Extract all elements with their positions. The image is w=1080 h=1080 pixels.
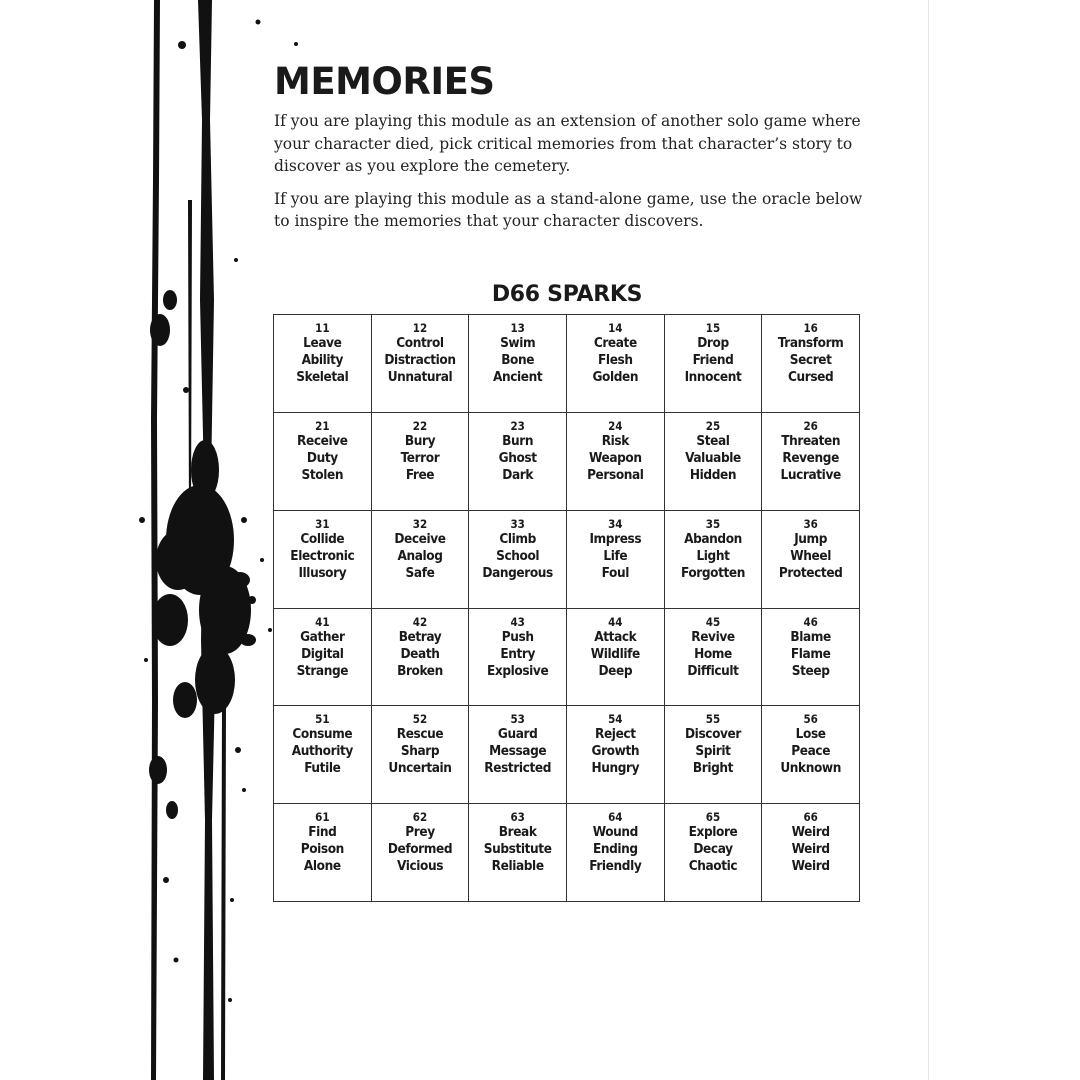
spark-number: 16 <box>803 321 818 335</box>
spark-number: 43 <box>510 614 525 629</box>
page-edge <box>928 0 929 1080</box>
spark-word: Break <box>498 824 537 841</box>
spark-word: Light <box>696 547 730 564</box>
spark-word: Weird <box>791 858 830 875</box>
spark-word: Drop <box>697 335 729 351</box>
spark-word: Guard <box>497 726 538 743</box>
spark-number: 61 <box>315 810 330 825</box>
spark-cell <box>372 315 470 413</box>
spark-word: Strange <box>296 662 349 679</box>
spark-number: 41 <box>315 614 330 629</box>
spark-word: Hungry <box>591 760 640 777</box>
spark-number: 65 <box>705 810 721 825</box>
spark-number: 13 <box>510 321 525 335</box>
spark-number: 53 <box>510 712 525 727</box>
spark-cell <box>274 804 372 902</box>
spark-word: Steal <box>696 432 730 449</box>
spark-cell <box>469 413 567 511</box>
spark-cell <box>762 413 860 511</box>
spark-number: 11 <box>315 321 330 335</box>
spark-word: Wound <box>592 824 638 841</box>
spark-word: Chaotic <box>688 858 738 875</box>
spark-word: Cursed <box>787 369 834 385</box>
spark-word: Steep <box>791 662 830 679</box>
spark-word: School <box>496 547 540 564</box>
spark-cell <box>567 706 665 804</box>
spark-word: Prey <box>405 824 435 841</box>
spark-word: Forgotten <box>680 564 746 581</box>
spark-word: Revenge <box>782 449 839 466</box>
spark-number: 15 <box>705 321 721 335</box>
spark-number: 45 <box>705 614 721 629</box>
spark-word: Jump <box>794 530 828 547</box>
spark-word: Analog <box>397 547 443 564</box>
spark-word: Swim <box>500 335 536 351</box>
spark-cell <box>469 609 567 707</box>
spark-word: Create <box>593 335 637 351</box>
spark-word: Discover <box>685 726 741 743</box>
spark-cell <box>469 804 567 902</box>
spark-word: Weapon <box>588 449 642 466</box>
spark-word: Ability <box>301 352 344 368</box>
spark-cell <box>762 706 860 804</box>
spark-cell <box>762 315 860 413</box>
spark-cell <box>665 511 763 609</box>
spark-cell <box>372 804 470 902</box>
spark-word: Collide <box>300 530 345 547</box>
spark-cell <box>274 511 372 609</box>
spark-word: Death <box>400 645 440 662</box>
spark-word: Difficult <box>687 662 739 679</box>
spark-word: Spirit <box>695 743 731 760</box>
spark-word: Ghost <box>498 449 537 466</box>
spark-number: 52 <box>412 712 428 727</box>
spark-word: Weird <box>791 841 830 858</box>
spark-number: 36 <box>803 516 818 531</box>
spark-word: Impress <box>589 530 642 547</box>
spark-word: Vicious <box>396 858 444 875</box>
spark-cell <box>274 706 372 804</box>
spark-word: Burn <box>502 432 534 449</box>
spark-word: Climb <box>499 530 536 547</box>
spark-word: Distraction <box>384 352 456 368</box>
spark-word: Duty <box>306 449 338 466</box>
spark-word: Blame <box>790 628 831 645</box>
spark-word: Hidden <box>689 466 737 483</box>
spark-word: Digital <box>301 645 344 662</box>
spark-word: Flesh <box>598 352 633 368</box>
spark-word: Deep <box>598 662 633 679</box>
spark-word: Flame <box>790 645 831 662</box>
page-title: MEMORIES <box>274 60 495 103</box>
spark-word: Skeletal <box>296 369 349 385</box>
spark-number: 31 <box>315 516 330 531</box>
spark-number: 62 <box>412 810 428 825</box>
spark-cell <box>372 511 470 609</box>
spark-word: Friend <box>692 352 734 368</box>
spark-cell <box>372 609 470 707</box>
spark-word: Lose <box>795 726 826 743</box>
spark-word: Entry <box>500 645 535 662</box>
spark-number: 14 <box>608 321 623 335</box>
spark-word: Find <box>308 824 337 841</box>
spark-number: 22 <box>412 418 428 433</box>
table-title: D66 SPARKS <box>491 282 643 307</box>
ink-splatter-decoration <box>0 0 300 1080</box>
spark-word: Bury <box>404 432 436 449</box>
spark-number: 42 <box>412 614 428 629</box>
spark-number: 34 <box>608 516 623 531</box>
spark-word: Substitute <box>483 841 552 858</box>
spark-cell <box>274 315 372 413</box>
spark-word: Weird <box>791 824 830 841</box>
spark-cell <box>665 315 763 413</box>
spark-word: Revive <box>691 628 735 645</box>
spark-word: Poison <box>300 841 344 858</box>
spark-word: Electronic <box>290 547 355 564</box>
spark-word: Secret <box>789 352 832 368</box>
spark-number: 25 <box>705 418 721 433</box>
spark-cell <box>469 315 567 413</box>
spark-number: 32 <box>412 516 428 531</box>
spark-word: Valuable <box>685 449 741 466</box>
spark-word: Decay <box>693 841 733 858</box>
spark-word: Home <box>694 645 732 662</box>
spark-word: Ancient <box>493 369 543 385</box>
spark-number: 56 <box>803 712 818 727</box>
spark-cell <box>665 609 763 707</box>
spark-cell <box>762 511 860 609</box>
spark-word: Transform <box>777 335 844 351</box>
spark-word: Abandon <box>684 530 742 547</box>
spark-word: Personal <box>587 466 644 483</box>
spark-word: Explore <box>688 824 738 841</box>
spark-word: Wheel <box>790 547 831 564</box>
spark-word: Authority <box>291 743 353 760</box>
spark-word: Rescue <box>396 726 444 743</box>
spark-word: Bright <box>692 760 734 777</box>
spark-word: Innocent <box>684 369 742 385</box>
spark-cell <box>665 706 763 804</box>
spark-word: Control <box>396 335 444 351</box>
spark-cell <box>567 413 665 511</box>
memories-section <box>274 60 874 233</box>
spark-word: Wildlife <box>590 645 640 662</box>
spark-word: Alone <box>303 858 341 875</box>
spark-word: Receive <box>297 432 348 449</box>
spark-word: Sharp <box>400 743 440 760</box>
spark-word: Dark <box>502 466 534 483</box>
spark-number: 51 <box>315 712 330 727</box>
spark-number: 12 <box>412 321 428 335</box>
spark-word: Restricted <box>484 760 552 777</box>
spark-word: Life <box>603 547 628 564</box>
spark-word: Golden <box>592 369 639 385</box>
spark-cell <box>762 804 860 902</box>
spark-word: Gather <box>300 628 345 645</box>
spark-word: Threaten <box>781 432 841 449</box>
spark-number: 66 <box>803 810 818 825</box>
spark-number: 33 <box>510 516 525 531</box>
spark-word: Deformed <box>387 841 453 858</box>
spark-word: Leave <box>303 335 342 351</box>
spark-number: 64 <box>608 810 623 825</box>
spark-number: 26 <box>803 418 818 433</box>
spark-cell <box>274 413 372 511</box>
spark-word: Lucrative <box>780 466 841 483</box>
spark-word: Risk <box>601 432 629 449</box>
spark-word: Unknown <box>780 760 841 777</box>
spark-cell <box>274 609 372 707</box>
spark-word: Dangerous <box>482 564 553 581</box>
spark-cell <box>567 609 665 707</box>
spark-word: Free <box>405 466 435 483</box>
spark-number: 35 <box>705 516 721 531</box>
spark-number: 21 <box>315 418 330 433</box>
spark-word: Consume <box>292 726 353 743</box>
spark-word: Uncertain <box>388 760 452 777</box>
spark-word: Growth <box>591 743 640 760</box>
spark-number: 46 <box>803 614 818 629</box>
spark-word: Peace <box>791 743 831 760</box>
spark-word: Attack <box>594 628 637 645</box>
spark-cell <box>567 511 665 609</box>
spark-word: Deceive <box>394 530 446 547</box>
spark-cell <box>665 413 763 511</box>
spark-word: Reject <box>595 726 636 743</box>
spark-number: 44 <box>608 614 623 629</box>
spark-number: 24 <box>608 418 623 433</box>
spark-word: Foul <box>601 564 629 581</box>
spark-word: Friendly <box>589 858 642 875</box>
spark-cell <box>762 609 860 707</box>
spark-number: 54 <box>608 712 623 727</box>
spark-word: Push <box>501 628 534 645</box>
intro-paragraph: If you are playing this module as an extension of another solo game where your character died, pick critical memories from that character’s story to discover as you explore the cemetery. <box>274 112 861 175</box>
oracle-paragraph: If you are playing this module as a stand-alone game, use the oracle below to inspire the memories that your character discovers. <box>274 189 863 230</box>
spark-word: Explosive <box>487 662 549 679</box>
spark-word: Terror <box>400 449 440 466</box>
spark-word: Broken <box>397 662 443 679</box>
spark-word: Betray <box>398 628 442 645</box>
spark-cell <box>665 804 763 902</box>
spark-number: 63 <box>510 810 525 825</box>
spark-cell <box>469 511 567 609</box>
d66-sparks-table <box>273 314 860 902</box>
spark-word: Stolen <box>301 466 344 483</box>
spark-number: 55 <box>705 712 721 727</box>
spark-cell <box>567 804 665 902</box>
spark-word: Protected <box>778 564 843 581</box>
spark-cell <box>469 706 567 804</box>
spark-cell <box>372 413 470 511</box>
spark-number: 23 <box>510 418 525 433</box>
spark-word: Illusory <box>298 564 347 581</box>
spark-word: Safe <box>405 564 435 581</box>
spark-cell <box>567 315 665 413</box>
spark-word: Bone <box>501 352 535 368</box>
spark-word: Message <box>489 743 547 760</box>
spark-word: Futile <box>304 760 341 777</box>
spark-word: Reliable <box>491 858 544 875</box>
spark-word: Ending <box>592 841 638 858</box>
spark-word: Unnatural <box>387 369 453 385</box>
spark-cell <box>372 706 470 804</box>
